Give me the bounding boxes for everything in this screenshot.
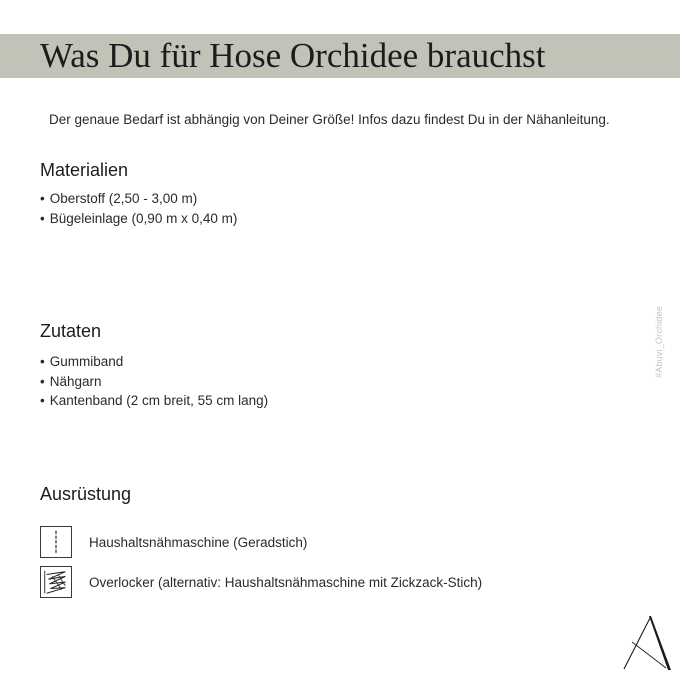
hashtag-label: #Abuvi_Orchidee [654,305,664,378]
notions-list [40,352,268,411]
list-item: • Oberstoff (2,50 - 3,00 m) [40,191,198,206]
equipment-item-sewing-machine [40,526,307,558]
materials-list [40,189,237,228]
list-item: • Bügeleinlage (0,90 m x 0,40 m) [40,210,238,226]
bullet: • [40,373,45,389]
materials-heading: Materialien [40,160,129,180]
notions-heading: Zutaten [40,321,102,341]
straight-stitch-icon [40,526,72,558]
equipment-label: Haushaltsnähmaschine (Geradstich) [89,534,308,550]
bullet: • [40,354,45,369]
equipment-item-overlocker [40,566,482,598]
equipment-heading: Ausrüstung [40,484,132,504]
bullet: • [40,393,45,408]
list-item: • Gummiband [40,354,124,369]
brand-logo-icon [622,612,672,672]
page-title: Was Du für Hose Orchidee brauchst [40,36,546,75]
list-item: • Nähgarn [40,373,102,389]
bullet: • [40,191,45,206]
overlock-stitch-icon [40,566,72,598]
title-banner [0,34,680,78]
intro-text: Der genaue Bedarf ist abhängig von Deiner Größe! Infos dazu findest Du in der Nähanleitung. [49,112,610,127]
bullet: • [40,210,45,226]
list-item: • Kantenband (2 cm breit, 55 cm lang) [40,393,269,408]
equipment-label: Overlocker (alternativ: Haushaltsnähmaschine mit Zickzack-Stich) [89,574,483,590]
